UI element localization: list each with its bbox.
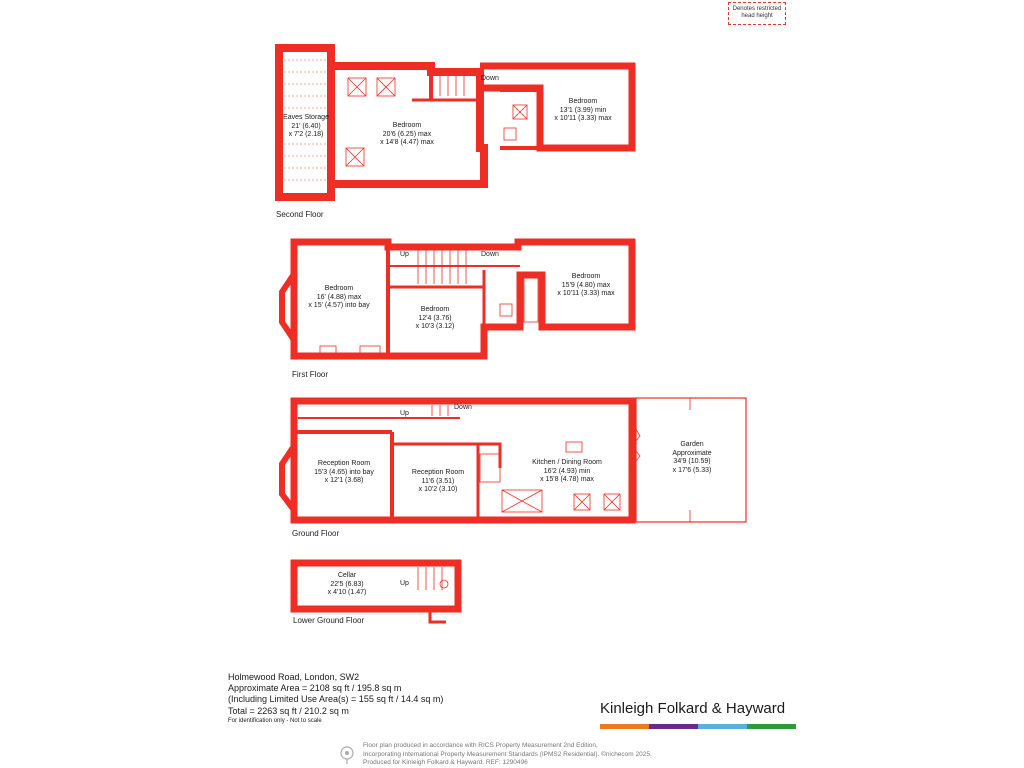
room-name: Cellar <box>337 572 357 579</box>
stair-down-ground: Down <box>454 404 472 411</box>
floor-label-ground: Ground Floor <box>292 529 340 538</box>
room-label-reception-mid <box>412 469 464 495</box>
room-dim-1: 16'2 (4.93) min <box>543 467 591 475</box>
room-label-second-bedroom-right <box>554 98 611 124</box>
floor-label-second: Second Floor <box>276 210 324 219</box>
legend-line-1: Denotes restricted <box>732 6 782 12</box>
lower-ground-fixtures <box>418 567 448 590</box>
room-dim-2: x 15' (4.57) into bay <box>308 302 370 309</box>
brand-bar-blue <box>698 724 747 729</box>
room-dim-2: x 14'8 (4.47) max <box>380 139 434 146</box>
stair-down-second: Down <box>481 75 499 82</box>
room-dim-1: 15'3 (4.65) into bay <box>314 468 374 476</box>
room-dim-2: x 15'8 (4.78) max <box>540 476 594 483</box>
room-dim-1: 11'6 (3.51) <box>421 477 455 485</box>
room-dim-1: Approximate <box>672 449 712 457</box>
room-label-kitchen <box>532 459 602 485</box>
room-label-first-bedroom-rear <box>557 273 614 299</box>
room-dim-1: 22'5 (6.83) <box>330 580 364 588</box>
stair-up-first: Up <box>400 251 409 258</box>
brand-bar-green <box>747 724 796 729</box>
footer-credits <box>363 742 652 768</box>
room-name: Kitchen / Dining Room <box>532 459 602 466</box>
room-dim-1: 20'6 (6.25) max <box>382 130 432 138</box>
limited-use-area: (Including Limited Use Area(s) = 155 sq ft / 14.4 sq m) <box>228 694 444 705</box>
room-dim-2: 34'9 (10.59) <box>673 458 711 465</box>
stair-up-lower: Up <box>400 580 409 587</box>
footer-line-1: Floor plan produced in accordance with RICS Property Measurement 2nd Edition, <box>363 742 598 749</box>
brand-bar-orange <box>600 724 649 729</box>
room-dim-1: 21' (6.40) <box>291 122 321 130</box>
stair-up-ground: Up <box>400 410 409 417</box>
floor-label-lower: Lower Ground Floor <box>293 616 365 625</box>
room-name: Reception Room <box>317 460 371 467</box>
room-dim-2: x 12'1 (3.68) <box>324 477 364 484</box>
address: Holmewood Road, London, SW2 <box>228 672 360 682</box>
lower-ground-floor-walls <box>294 563 458 622</box>
footer-line-2: Incorporating International Property Measurement Standards (IPMS2 Residential). ©nichecom 2025. <box>363 750 652 758</box>
room-label-second-bedroom-main <box>380 122 434 148</box>
room-dim-2: x 4'10 (1.47) <box>327 589 367 596</box>
room-name: Bedroom <box>324 285 354 292</box>
total-area: Total = 2263 sq ft / 210.2 sq m <box>228 705 349 716</box>
room-name: Bedroom <box>571 273 601 280</box>
room-label-first-bedroom-front <box>308 285 369 311</box>
room-name: Eaves Storage <box>283 114 329 121</box>
room-name: Bedroom <box>392 122 422 129</box>
brand-name: Kinleigh Folkard & Hayward <box>600 700 786 717</box>
floor-label-first: First Floor <box>292 370 328 379</box>
room-label-eaves <box>283 114 329 140</box>
room-dim-2: x 10'3 (3.12) <box>415 323 455 330</box>
legend-line-2: head height <box>741 13 773 19</box>
brand-bar-purple <box>649 724 698 729</box>
room-dim-1: 13'1 (3.99) min <box>559 106 607 114</box>
room-name: Garden <box>680 441 704 448</box>
room-dim-1: 16' (4.88) max <box>316 293 362 301</box>
room-dim-2: x 10'11 (3.33) max <box>557 290 615 297</box>
room-name: Bedroom <box>420 306 450 313</box>
room-dim-3: x 17'6 (5.33) <box>672 466 712 474</box>
room-dim-2: x 10'2 (3.10) <box>418 486 458 493</box>
approx-area: Approximate Area = 2108 sq ft / 195.8 sq m <box>228 683 402 694</box>
room-label-cellar <box>328 572 367 598</box>
stair-down-first: Down <box>481 251 499 258</box>
room-dim-1: 15'9 (4.80) max <box>561 281 611 289</box>
room-name: Bedroom <box>568 98 598 105</box>
location-pin-icon <box>339 745 355 765</box>
disclaimer: For identification only - Not to scale <box>228 717 322 724</box>
footer-line-3: Produced for Kinleigh Folkard & Hayward. REF: 1290496 <box>363 759 528 766</box>
room-label-garden <box>672 441 711 475</box>
room-label-reception-front <box>314 460 374 486</box>
room-dim-1: 12'4 (3.76) <box>418 314 452 322</box>
property-summary <box>228 672 443 726</box>
room-name: Reception Room <box>411 469 465 476</box>
room-dim-2: x 7'2 (2.18) <box>288 131 324 138</box>
room-dim-2: x 10'11 (3.33) max <box>554 115 612 122</box>
room-label-first-bedroom-mid <box>416 306 455 332</box>
